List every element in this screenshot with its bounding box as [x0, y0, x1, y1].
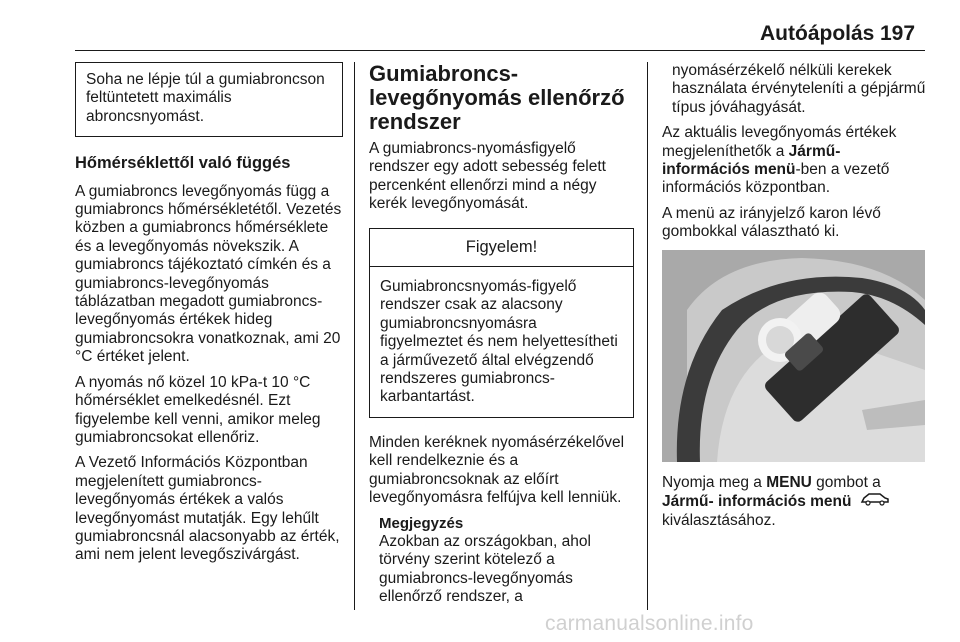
note-body: Azokban az országokban, ahol törvény szerint kötelező a gumiabroncs-levegőnyomás ellenőrző rendszer, a: [379, 532, 591, 606]
section-heading: Hőmérséklettől való függés: [75, 154, 291, 173]
paragraph: A menü az irányjelző karon lévő gombokkal választható ki.: [662, 204, 881, 241]
caution-box: [369, 228, 634, 418]
intro-paragraph: A gumiabroncs-nyomásfigyelő rendszer egy adott sebesség felett percenként ellenőrzi mind a négy kerék levegőnyomását.: [369, 140, 606, 213]
watermark: carmanualsonline.info: [545, 612, 754, 635]
paragraph: [662, 474, 927, 530]
note-block: [369, 515, 634, 607]
menu-button-label: MENU: [766, 474, 812, 491]
text-run: Nyomja meg a: [662, 474, 767, 491]
paragraph: A gumiabroncs levegőnyomás függ a gumiabroncs hőmérsékletétől. Vezetés közben a gumiabroncs hőmérséklete és a levegőnyomás növekszik. A gumiabroncs tájékoztató címkén és a gumiabroncs-levegőnyomás táblázatban megadott gumiabroncs-levegőnyomás értékek hideg gumiabroncsokra vonatkoznak, ami 20 °C értéket jelent.: [75, 182, 342, 366]
column-2: [369, 62, 634, 607]
text-run: gombot a: [811, 474, 881, 491]
paragraph: Minden keréknek nyomásérzékelővel kell rendelkeznie és a gumiabroncsoknak az előírt levegőnyomásra felfújva kell lenniük.: [369, 433, 625, 507]
paragraph: A Vezető Információs Központban megjelenített gumiabroncs-levegőnyomás értékek a valós levegőnyomást mutatják. Egy lehűlt gumiabroncsnál alacsonyabb az érték, ami nem jelent levegőszivárgást.: [75, 454, 340, 564]
menu-name: Jármű-információs menü: [662, 142, 841, 179]
car-icon: [860, 492, 890, 511]
column-1: [75, 62, 343, 572]
column-3: [662, 62, 927, 249]
column-3-lower: [662, 474, 927, 537]
warning-box: Soha ne lépje túl a gumiabroncson feltüntetett maximális abroncsnyomást.: [75, 62, 343, 137]
menu-name: Jármű- információs menü: [662, 493, 852, 511]
caution-body: Gumiabroncsnyomás-figyelő rendszer csak az alacsony gumiabroncsnyomásra figyelmeztet és nem helyettesítheti a járművezető által elvégzendő rendszeres gumiabroncs-karbantartást.: [380, 278, 618, 406]
text-run: kiválasztásához.: [662, 511, 776, 529]
chapter-title: Gumiabroncs-levegőnyomás ellenőrző rendszer: [369, 61, 625, 134]
note-title: Megjegyzés: [379, 514, 464, 532]
header-divider: [75, 50, 925, 51]
section-title: Autóápolás: [760, 22, 875, 45]
column-divider-1: [354, 62, 355, 610]
continued-paragraph: nyomásérzékelő nélküli kerekek használata érvényteleníti a gépjármű típus jóváhagyását.: [672, 62, 926, 116]
page-number: 197: [880, 22, 916, 45]
caution-title: Figyelem!: [370, 229, 633, 267]
text-run: -ben a vezető információs központban.: [662, 161, 890, 197]
paragraph: [662, 124, 927, 198]
column-divider-2: [647, 62, 648, 610]
turn-signal-lever-photo: [662, 250, 925, 462]
paragraph: A nyomás nő közel 10 kPa-t 10 °C hőmérséklet emelkedésnél. Ezt figyelembe kell venni, amikor meleg gumiabroncsokat ellenőriz.: [75, 373, 321, 446]
text-run: Az aktuális levegőnyomás értékek megjeleníthetők a: [662, 124, 897, 160]
